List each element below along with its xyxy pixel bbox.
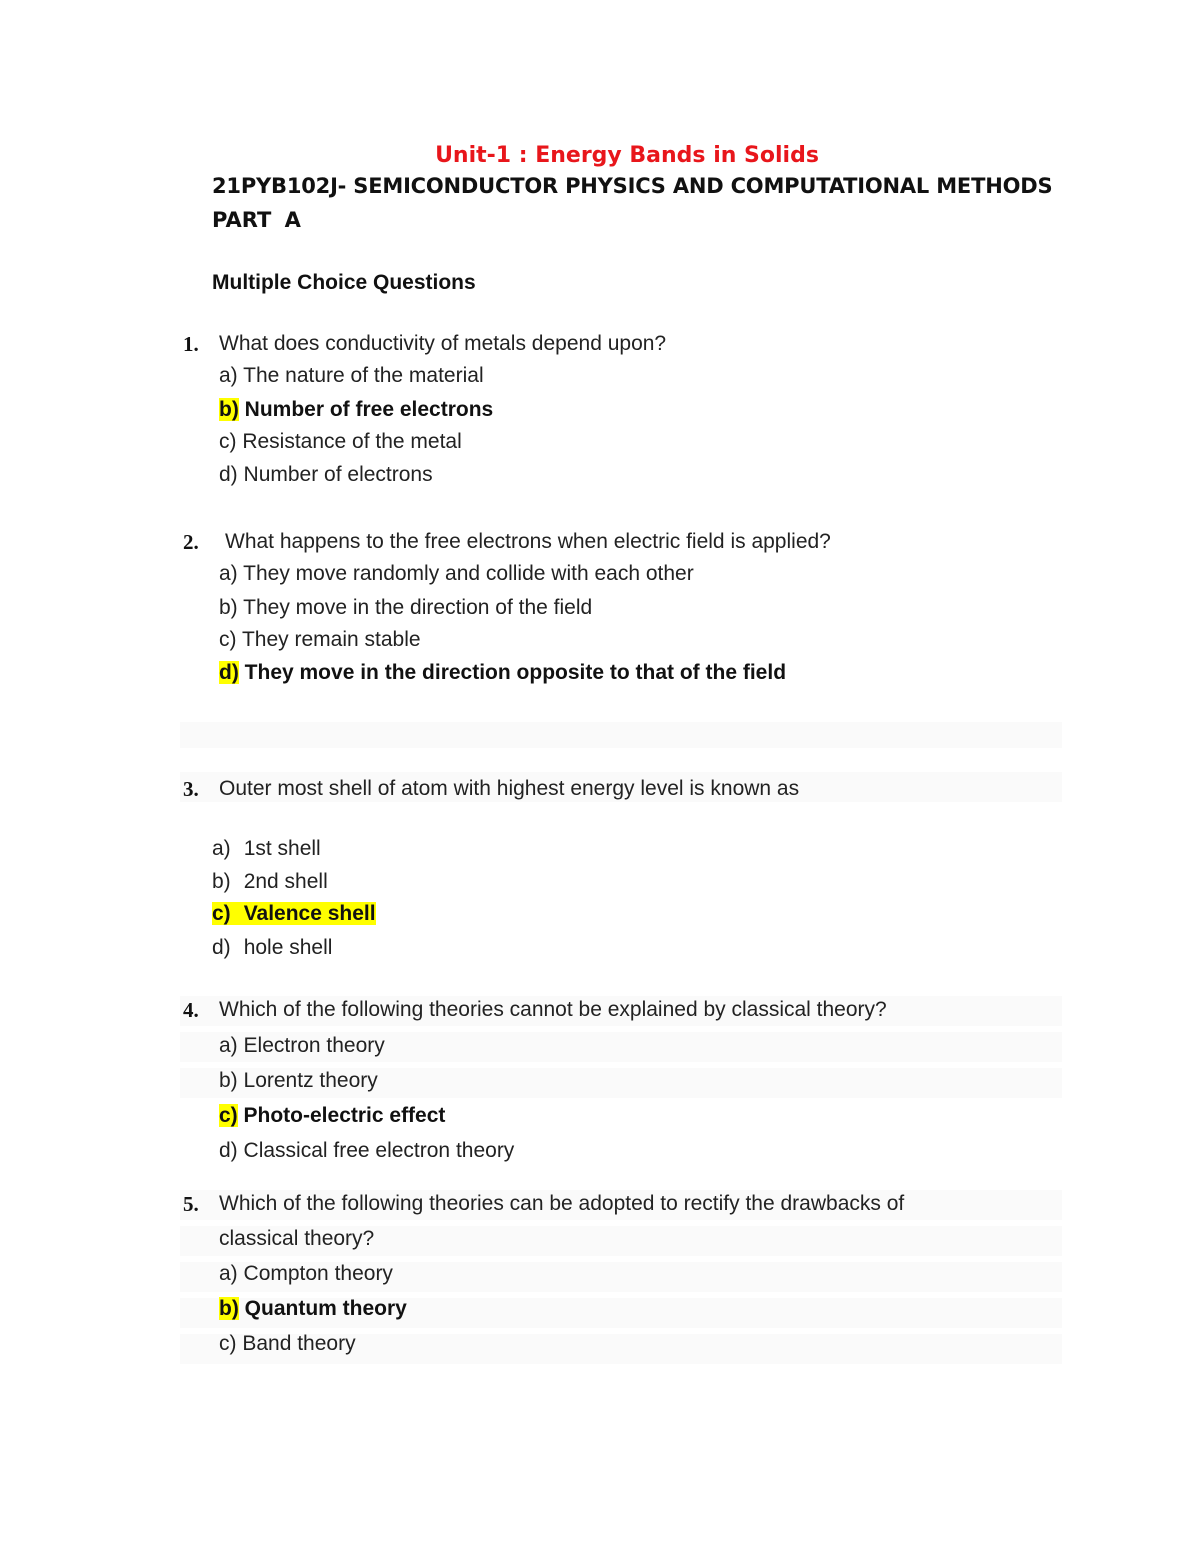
option-label: a) bbox=[212, 837, 231, 860]
option-b bbox=[219, 1069, 378, 1093]
option-label: b) bbox=[212, 870, 231, 893]
option-text: They remain stable bbox=[236, 628, 421, 651]
option-label: b) bbox=[219, 1069, 238, 1092]
part-label: PART A bbox=[212, 208, 301, 232]
question-text: Which of the following theories cannot be explained by classical theory? bbox=[219, 998, 887, 1021]
option-a bbox=[219, 1034, 385, 1058]
question-text: What happens to the free electrons when electric field is applied? bbox=[225, 530, 831, 553]
option-a bbox=[219, 562, 694, 586]
option-a bbox=[219, 364, 484, 388]
option-text: Band theory bbox=[236, 1332, 356, 1355]
answer-highlight bbox=[212, 902, 376, 925]
option-label: a) bbox=[219, 1262, 238, 1285]
question-text-line-1: Which of the following theories can be adopted to rectify the drawbacks of bbox=[219, 1192, 905, 1215]
option-text: Photo-electric effect bbox=[237, 1104, 446, 1127]
option-text: 2nd shell bbox=[243, 870, 328, 893]
course-title: 21PYB102J- SEMICONDUCTOR PHYSICS AND COMPUTATIONAL METHODS bbox=[212, 174, 1053, 198]
option-d bbox=[212, 936, 332, 960]
section-heading: Multiple Choice Questions bbox=[212, 271, 476, 294]
option-b-correct bbox=[219, 1297, 407, 1321]
question-number: 4. bbox=[183, 998, 199, 1022]
question-text: Outer most shell of atom with highest energy level is known as bbox=[219, 777, 800, 800]
option-text: 1st shell bbox=[243, 837, 321, 860]
option-d bbox=[219, 463, 433, 487]
question-number: 2. bbox=[183, 530, 199, 554]
option-a bbox=[212, 837, 321, 861]
option-label: c) bbox=[219, 430, 237, 453]
option-label: a) bbox=[219, 364, 238, 387]
option-c bbox=[219, 430, 462, 454]
option-text: They move in the direction opposite to that of the field bbox=[238, 661, 787, 684]
shade-band bbox=[180, 722, 1062, 748]
option-text: They move randomly and collide with each other bbox=[237, 562, 694, 585]
option-label: d) bbox=[212, 936, 231, 959]
option-label: d) bbox=[219, 1139, 238, 1162]
option-label: c) bbox=[219, 1332, 237, 1355]
option-d-correct bbox=[219, 661, 786, 685]
answer-highlight: b) bbox=[219, 1297, 239, 1320]
option-label: a) bbox=[219, 562, 238, 585]
option-text: Classical free electron theory bbox=[237, 1139, 515, 1162]
answer-highlight: d) bbox=[219, 661, 239, 684]
answer-highlight: c) bbox=[219, 1104, 238, 1127]
option-text: Lorentz theory bbox=[237, 1069, 378, 1092]
option-label: c) bbox=[219, 628, 237, 651]
question-text-line-2: classical theory? bbox=[219, 1227, 375, 1250]
option-label: c) bbox=[212, 902, 231, 925]
option-text: Valence shell bbox=[243, 902, 376, 925]
option-d bbox=[219, 1139, 514, 1163]
option-label: b) bbox=[219, 596, 238, 619]
option-text: Number of free electrons bbox=[238, 398, 494, 421]
question-number: 3. bbox=[183, 777, 199, 801]
option-text: hole shell bbox=[243, 936, 333, 959]
answer-highlight: b) bbox=[219, 398, 239, 421]
option-label: a) bbox=[219, 1034, 238, 1057]
option-a bbox=[219, 1262, 393, 1286]
option-text: Quantum theory bbox=[238, 1297, 407, 1320]
option-c bbox=[219, 628, 421, 652]
option-text: The nature of the material bbox=[237, 364, 484, 387]
option-label: d) bbox=[219, 463, 238, 486]
question-number: 1. bbox=[183, 332, 199, 356]
option-c-correct bbox=[219, 1104, 445, 1128]
option-b bbox=[219, 596, 592, 620]
question-text: What does conductivity of metals depend upon? bbox=[219, 332, 667, 355]
option-b-correct bbox=[219, 398, 493, 422]
option-text: Number of electrons bbox=[237, 463, 433, 486]
option-b bbox=[212, 870, 328, 894]
option-text: Compton theory bbox=[237, 1262, 393, 1285]
option-c bbox=[219, 1332, 356, 1356]
unit-title: Unit-1 : Energy Bands in Solids bbox=[435, 143, 819, 168]
option-text: They move in the direction of the field bbox=[237, 596, 593, 619]
option-c-correct bbox=[212, 902, 376, 926]
option-text: Electron theory bbox=[237, 1034, 385, 1057]
question-number: 5. bbox=[183, 1192, 199, 1216]
option-text: Resistance of the metal bbox=[236, 430, 462, 453]
